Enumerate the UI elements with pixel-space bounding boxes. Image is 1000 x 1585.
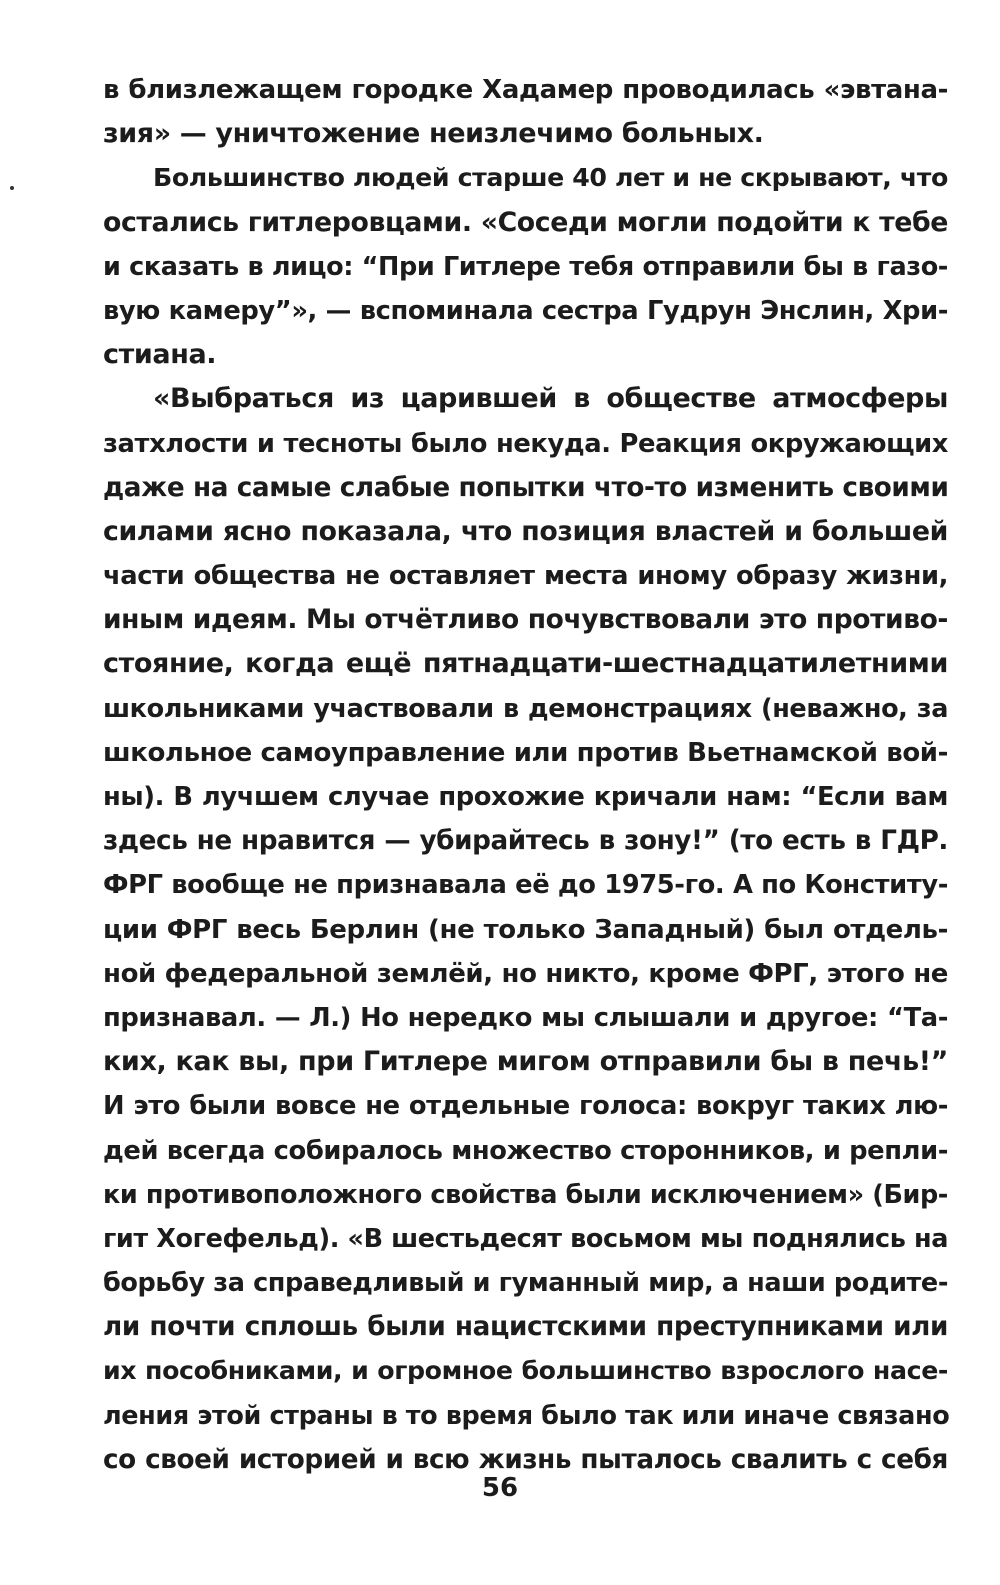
text-line: Большинство людей старше 40 лет и не скрывают, что (153, 163, 948, 193)
text-line: стиана. (103, 339, 217, 371)
text-line: борьбу за справедливый и гуманный мир, а наши родите- (103, 1268, 948, 1299)
text-line: и сказать в лицо: “При Гитлере тебя отправили бы в газо- (103, 251, 948, 282)
text-line: зия» — уничтожение неизлечимо больных. (103, 118, 764, 150)
text-line: дей всегда собиралось множество сторонников, и репли- (103, 1135, 948, 1166)
text-line: ной федеральной землёй, но никто, кроме ФРГ, этого не (103, 958, 948, 989)
text-line: гит Хогефельд). «В шестьдесят восьмом мы поднялись на (103, 1223, 948, 1254)
text-line: «Выбраться из царившей в обществе атмосферы (153, 383, 948, 415)
text-line: признавал. — Л.) Но нередко мы слышали и другое: “Та- (103, 1002, 948, 1033)
text-line: школьное самоуправление или против Вьетнамской вой- (103, 737, 948, 768)
text-line: иным идеям. Мы отчётливо почувствовали это противо- (103, 604, 948, 636)
text-line: силами ясно показала, что позиция властей и большей (103, 515, 948, 547)
text-line: в близлежащем городке Хадамер проводилась «эвтана- (103, 75, 948, 105)
body-text (103, 68, 948, 1482)
text-line: остались гитлеровцами. «Соседи могли подойти к тебе (103, 206, 948, 238)
page-number: 56 (481, 1473, 519, 1503)
text-line: ких, как вы, при Гитлере мигом отправили бы в печь!” (103, 1046, 948, 1078)
margin-mark (10, 186, 14, 190)
text-line: ки противоположного свойства были исключением» (Бир- (103, 1179, 948, 1210)
text-line: ции ФРГ весь Берлин (не только Западный) был отдель- (103, 914, 948, 945)
text-line: ФРГ вообще не признавала её до 1975-го. А по Конститу- (103, 870, 948, 901)
text-line: затхлости и тесноты было некуда. Реакция окружающих (103, 428, 948, 459)
text-line: ления этой страны в то время было так или иначе связано (103, 1400, 950, 1431)
text-line: И это были вовсе не отдельные голоса: вокруг таких лю- (103, 1091, 948, 1122)
text-line: ли почти сплошь были нацистскими преступниками или (103, 1312, 948, 1343)
text-line: здесь не нравится — убирайтесь в зону!” (то есть в ГДР. (103, 826, 948, 857)
text-line: даже на самые слабые попытки что-то изменить своими (103, 472, 949, 503)
text-line: стояние, когда ещё пятнадцати-шестнадцатилетними (103, 648, 948, 680)
text-line: школьниками участвовали в демонстрациях (неважно, за (103, 693, 948, 724)
text-line: со своей историей и всю жизнь пыталось свалить с себя (103, 1444, 948, 1475)
text-line: их пособниками, и огромное большинство взрослого насе- (103, 1356, 948, 1386)
text-line: вую камеру”», — вспоминала сестра Гудрун Энслин, Хри- (103, 295, 948, 326)
text-line: ны). В лучшем случае прохожие кричали нам: “Если вам (103, 782, 948, 812)
text-line: части общества не оставляет места иному образу жизни, (103, 561, 948, 592)
